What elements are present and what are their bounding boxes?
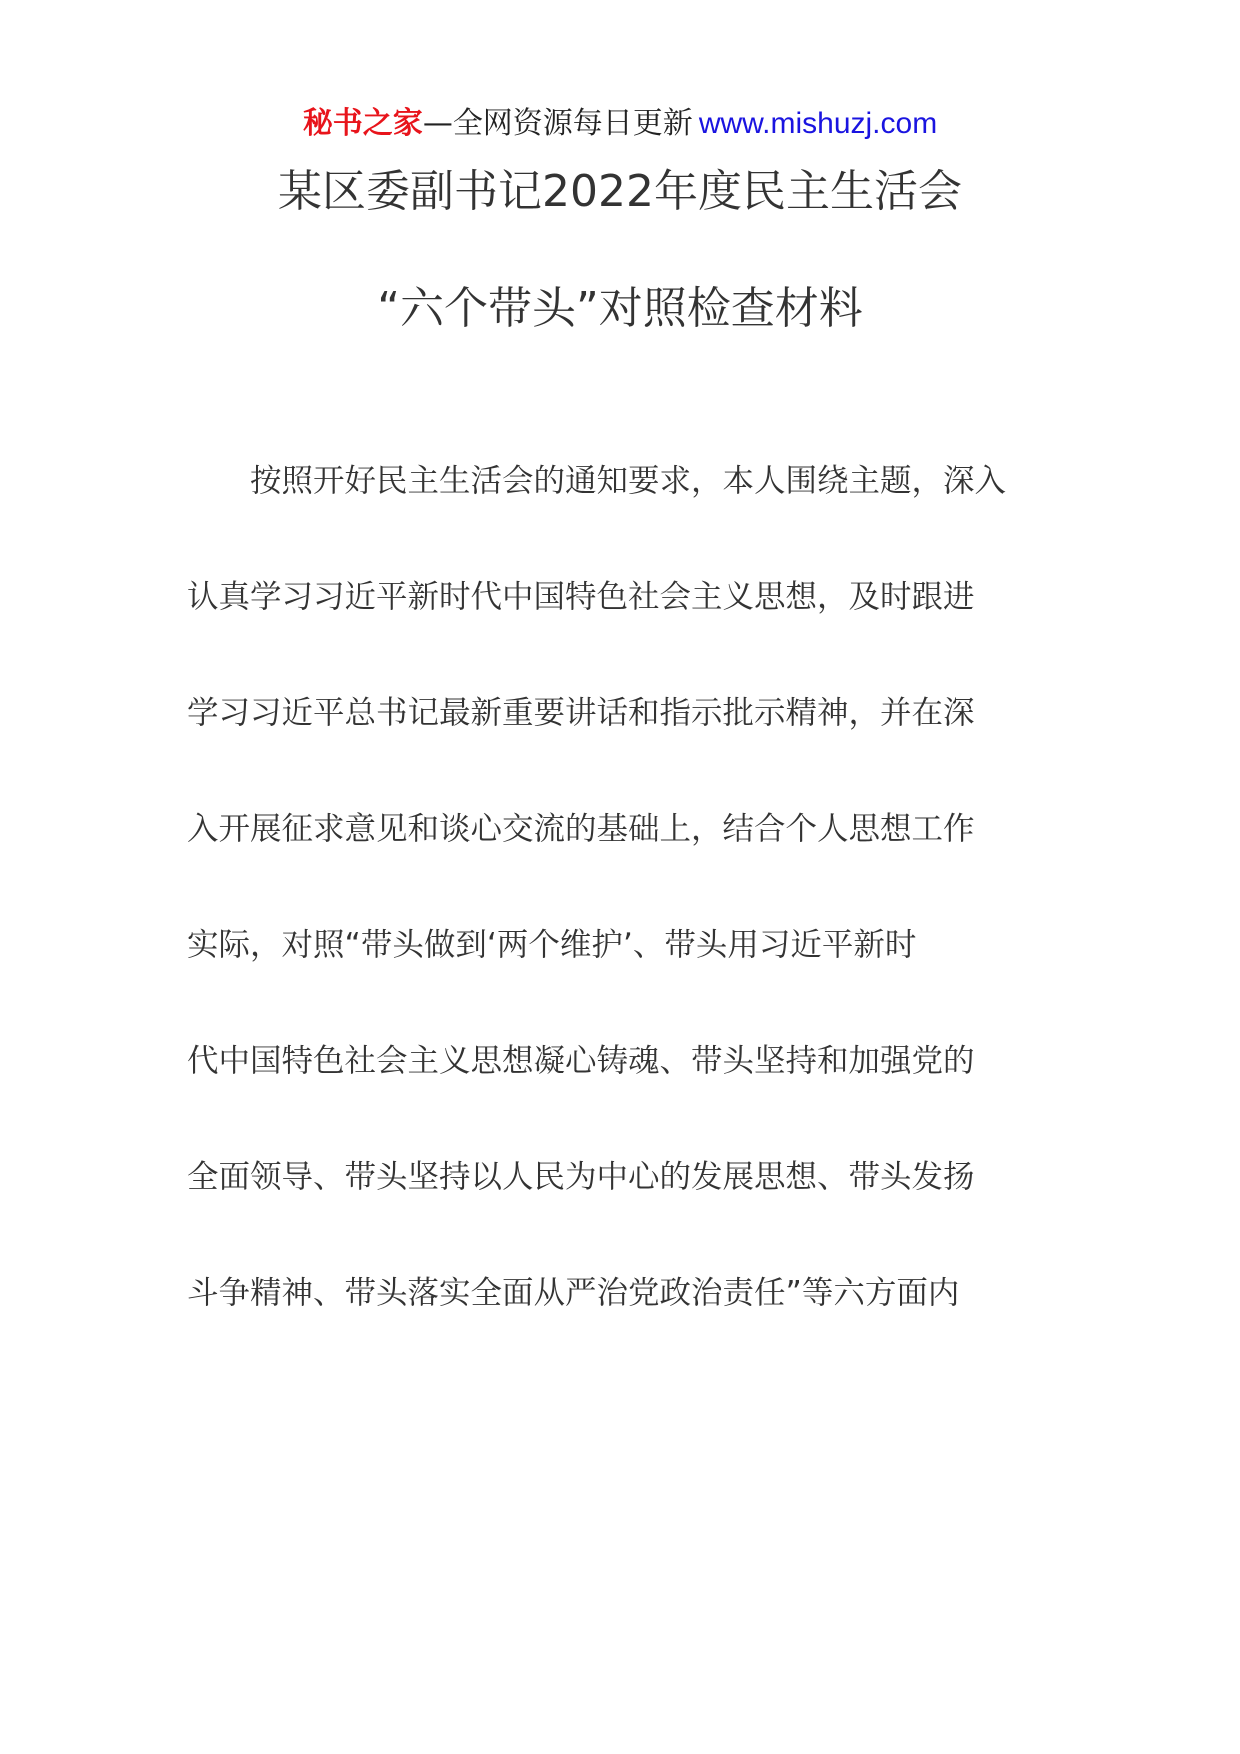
site-header <box>0 104 1240 144</box>
body-text-line: 认真学习习近平新时代中国特色社会主义思想，及时跟进 <box>187 579 975 615</box>
brand-name: 秘书之家 <box>302 106 423 141</box>
header-slogan: —全网资源每日更新 <box>422 106 693 141</box>
body-text-line: 学习习近平总书记最新重要讲话和指示批示精神，并在深 <box>187 695 975 731</box>
body-text-line: 全面领导、带头坚持以人民为中心的发展思想、带头发扬 <box>187 1159 975 1195</box>
document-title-line-1: 某区委副书记2022年度民主生活会 <box>278 166 962 217</box>
body-text-line: 按照开好民主生活会的通知要求，本人围绕主题，深入 <box>187 463 1007 499</box>
body-text-line: 代中国特色社会主义思想凝心铸魂、带头坚持和加强党的 <box>187 1043 975 1079</box>
body-text-line: 实际，对照“带头做到‘两个维护’、带头用习近平新时 <box>187 927 917 963</box>
site-url-link[interactable]: www.mishuzj.com <box>698 107 938 140</box>
document-title-line-2: “六个带头”对照检查材料 <box>377 283 863 334</box>
body-text-line: 入开展征求意见和谈心交流的基础上，结合个人思想工作 <box>187 811 975 847</box>
body-text-line: 斗争精神、带头落实全面从严治党政治责任”等六方面内 <box>187 1275 960 1311</box>
